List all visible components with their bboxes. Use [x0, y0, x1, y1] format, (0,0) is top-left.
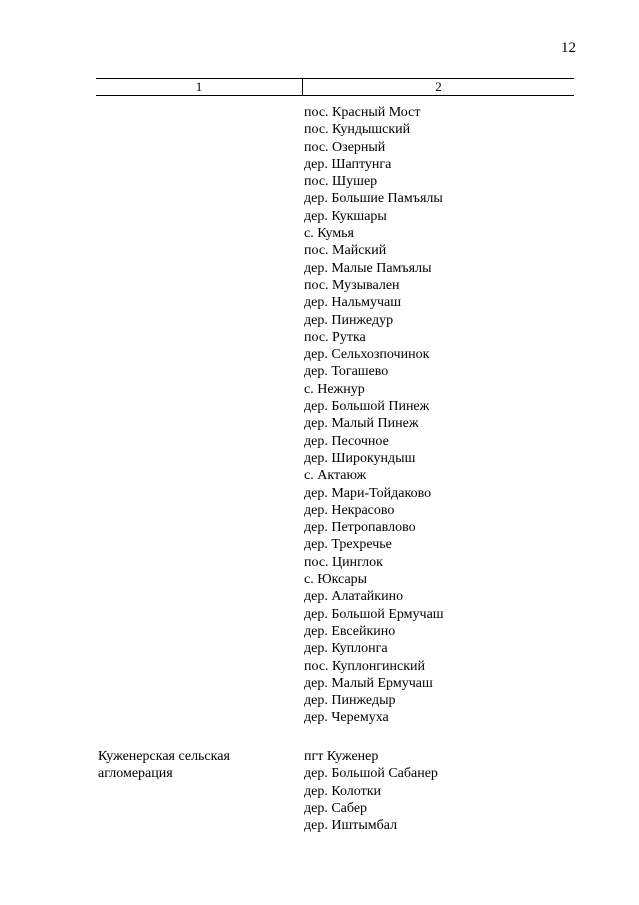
table-header	[96, 78, 574, 96]
settlement-item: дер. Нальмучаш	[304, 295, 402, 311]
settlement-item: пос. Куплонгинский	[304, 658, 426, 674]
settlement-item: дер. Большой Ермучаш	[304, 606, 444, 622]
settlement-item: с. Кумья	[304, 226, 354, 242]
settlement-item: пгт Куженер	[304, 749, 379, 764]
settlement-item: пос. Озерный	[304, 139, 386, 155]
settlement-item: дер. Сельхозпочинок	[304, 347, 430, 363]
settlement-item: дер. Шаптунга	[304, 156, 392, 172]
settlement-item: дер. Малый Ермучаш	[304, 675, 433, 691]
settlement-item: дер. Пинжедыр	[304, 693, 396, 709]
settlement-item: дер. Трехречье	[304, 537, 392, 553]
settlement-item: дер. Кукшары	[304, 208, 387, 224]
settlement-item: дер. Малые Памъялы	[304, 260, 432, 276]
settlement-item: пос. Майский	[304, 243, 387, 259]
settlement-item: пос. Рутка	[304, 329, 366, 345]
settlement-item: дер. Тогашево	[304, 364, 389, 380]
settlement-item: дер. Малый Пинеж	[304, 416, 419, 432]
agglomeration-name: Куженерская сельская агломерация	[98, 749, 230, 782]
settlement-item: пос. Красный Мост	[304, 105, 421, 120]
settlement-item: дер. Широкундыш	[304, 450, 416, 466]
settlement-item: дер. Мари-Тойдаково	[304, 485, 432, 501]
page-number: 12	[561, 40, 576, 56]
settlement-item: дер. Пинжедур	[304, 312, 394, 328]
column-header-2: 2	[435, 79, 442, 94]
settlement-item: с. Нежнур	[304, 381, 365, 397]
settlement-item: дер. Колотки	[304, 783, 382, 799]
settlement-item: дер. Сабер	[304, 800, 368, 816]
settlement-item: дер. Песочное	[304, 433, 389, 449]
settlement-item: пос. Музывален	[304, 277, 400, 293]
settlement-item: дер. Некрасово	[304, 502, 395, 518]
settlement-item: дер. Евсейкино	[304, 623, 396, 639]
settlement-item: дер. Большой Сабанер	[304, 766, 438, 782]
settlement-item: дер. Петропавлово	[304, 520, 416, 536]
settlement-item: пос. Кундышский	[304, 122, 411, 138]
settlement-item: дер. Большой Пинеж	[304, 399, 430, 415]
settlement-item: дер. Большие Памъялы	[304, 191, 443, 207]
settlement-item: пос. Цинглок	[304, 554, 383, 570]
settlement-item: дер. Куплонга	[304, 641, 388, 657]
column-header-1: 1	[195, 79, 203, 94]
settlement-item: дер. Иштымбал	[304, 818, 398, 834]
settlement-item: дер. Черемуха	[304, 710, 389, 726]
settlement-item: дер. Алатайкино	[304, 589, 404, 605]
settlement-item: пос. Шушер	[304, 174, 378, 190]
settlements-list	[304, 104, 444, 727]
settlement-item: с. Актаюж	[304, 468, 367, 484]
settlement-item: с. Юксары	[304, 572, 368, 588]
agglomeration-settlements-list	[304, 748, 438, 834]
